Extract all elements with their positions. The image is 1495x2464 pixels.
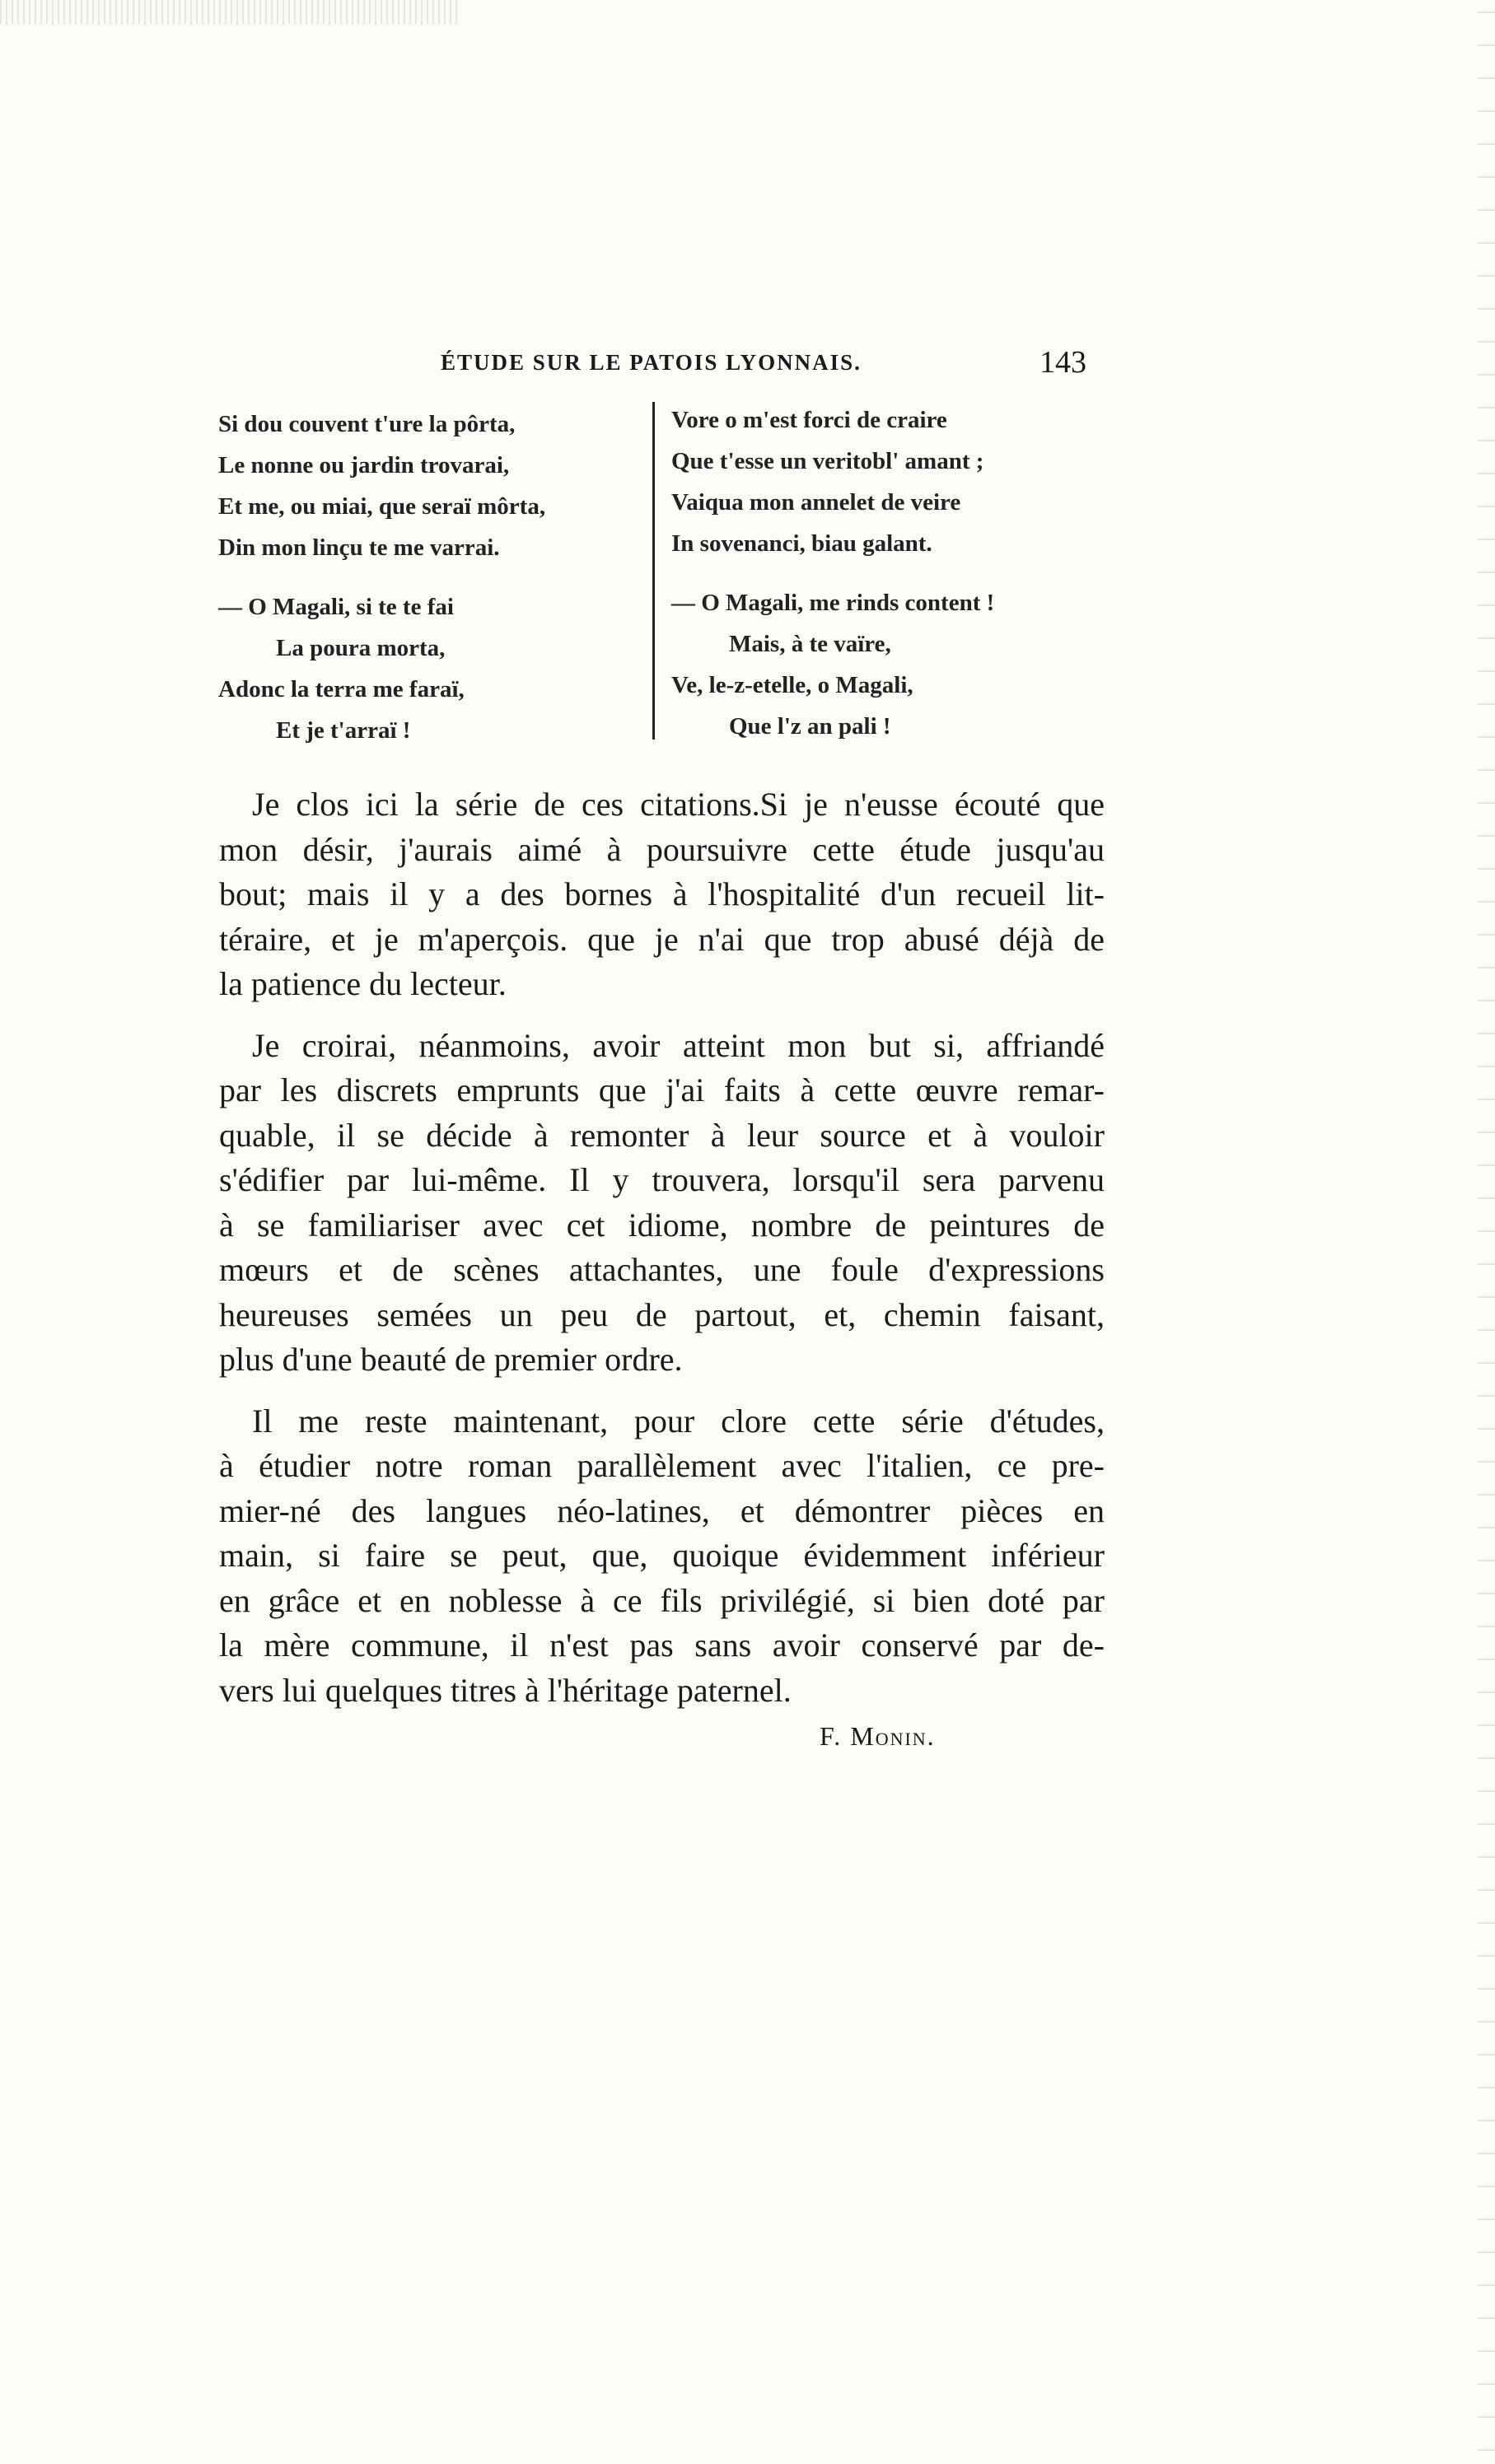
- prose-line: en grâce et en noblesse à ce fils privilégié, si bien doté par: [219, 1581, 1105, 1619]
- verse-column-right: [671, 399, 1100, 765]
- prose-line: Il me reste maintenant, pour clore cette série d'études,: [252, 1402, 1105, 1440]
- verse-stanza: [218, 404, 638, 568]
- prose-line: la patience du lecteur.: [219, 965, 507, 1002]
- verse-line: Vore o m'est forci de craire: [671, 407, 947, 433]
- prose-line: plus d'une beauté de premier ordre.: [219, 1341, 683, 1378]
- prose-paragraph: [219, 1399, 1105, 1714]
- signature-surname: Monin.: [850, 1721, 936, 1751]
- column-divider: [652, 402, 655, 740]
- verse-line: In sovenanci, biau galant.: [671, 530, 932, 557]
- prose-line: Je clos ici la série de ces citations.Si je n'eusse écouté que: [252, 786, 1105, 823]
- verse-line: Et je t'arraï !: [276, 717, 411, 744]
- verse-line: La poura morta,: [276, 635, 446, 661]
- prose-line: téraire, et je m'aperçois. que je n'ai que trop abusé déjà de: [219, 920, 1105, 958]
- scan-noise-right-edge: [1477, 0, 1495, 2464]
- running-head: ÉTUDE SUR LE PATOIS LYONNAIS.: [441, 350, 862, 375]
- signature-initial: F.: [820, 1721, 843, 1751]
- verse-column-left: [218, 404, 638, 769]
- verse-stanza: [218, 586, 638, 751]
- prose-paragraph: [219, 1024, 1105, 1383]
- prose-paragraph: [219, 782, 1105, 1007]
- prose-line: mier-né des langues néo-latines, et démontrer pièces en: [219, 1491, 1105, 1529]
- verse-line: Mais, à te vaïre,: [729, 631, 891, 657]
- prose-line: à étudier notre roman parallèlement avec l'italien, ce pre-: [219, 1447, 1105, 1484]
- verse-line: Vaiqua mon annelet de veire: [671, 489, 961, 516]
- prose-line: mœurs et de scènes attachantes, une foule d'expressions: [219, 1251, 1105, 1288]
- verse-stanza: [671, 582, 1100, 747]
- verse-line: Que l'z an pali !: [729, 713, 891, 740]
- prose-line: la mère commune, il n'est pas sans avoir conservé par de-: [219, 1626, 1105, 1664]
- verse-stanza: [671, 399, 1100, 564]
- verse-line: — O Magali, me rinds content !: [671, 590, 995, 616]
- prose-line: vers lui quelques titres à l'héritage paternel.: [219, 1671, 792, 1709]
- prose-line: mon désir, j'aurais aimé à poursuivre cette étude jusqu'au: [219, 830, 1105, 868]
- verse-line: Et me, ou miai, que seraï môrta,: [218, 493, 546, 520]
- verse-line: Le nonne ou jardin trovarai,: [218, 452, 510, 478]
- prose-line: heureuses semées un peu de partout, et, chemin faisant,: [219, 1295, 1105, 1333]
- author-signature: [820, 1721, 936, 1752]
- page-number: 143: [1039, 345, 1086, 380]
- prose-line: par les discrets emprunts que j'ai faits à cette œuvre remar-: [219, 1071, 1105, 1108]
- verse-line: — O Magali, si te te fai: [218, 594, 454, 620]
- prose-line: s'édifier par lui-même. Il y trouvera, lorsqu'il sera parvenu: [219, 1161, 1105, 1198]
- prose-line: quable, il se décide à remonter à leur source et à vouloir: [219, 1116, 1105, 1154]
- verse-line: Ve, le-z-etelle, o Magali,: [671, 672, 913, 698]
- prose-line: Je croirai, néanmoins, avoir atteint mon but si, affriandé: [252, 1026, 1105, 1064]
- prose-line: bout; mais il y a des bornes à l'hospitalité d'un recueil lit-: [219, 875, 1105, 912]
- prose-line: main, si faire se peut, que, quoique évidemment inférieur: [219, 1537, 1105, 1574]
- prose-line: à se familiariser avec cet idiome, nombre de peintures de: [219, 1206, 1105, 1244]
- verse-line: Din mon linçu te me varrai.: [218, 534, 500, 561]
- verse-line: Que t'esse un veritobl' amant ;: [671, 448, 984, 474]
- prose-body: [219, 782, 1105, 1729]
- verse-line: Si dou couvent t'ure la pôrta,: [218, 411, 516, 437]
- scan-noise-top: [0, 0, 461, 25]
- verse-line: Adonc la terra me faraï,: [218, 676, 465, 702]
